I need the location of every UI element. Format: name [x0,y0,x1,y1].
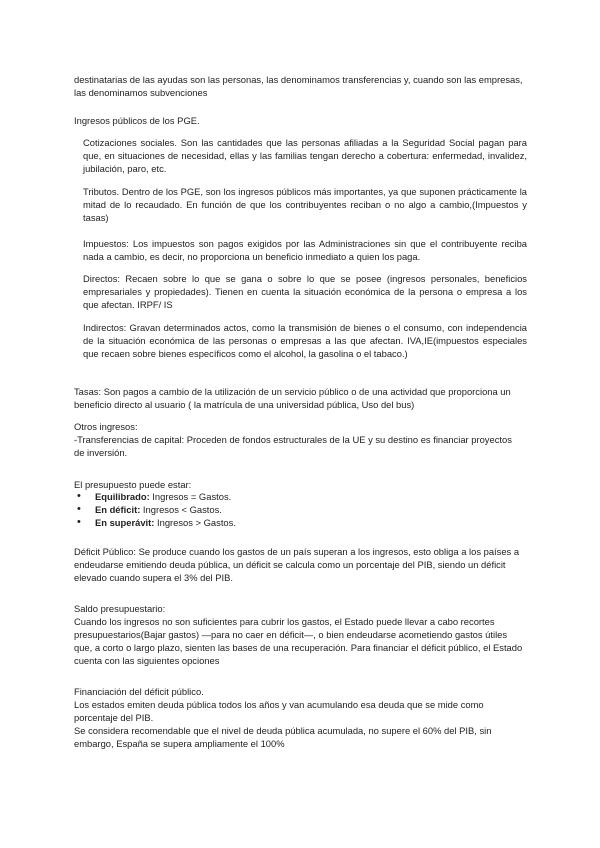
bullet-text: Ingresos < Gastos. [140,504,222,515]
bullet-text: Ingresos = Gastos. [149,491,232,502]
presupuesto-bullet-list [75,490,236,529]
bullet-item-superavit [75,516,236,529]
financiacion-paragraph-2: Se considera recomendable que el nivel de deuda pública acumulada, no supere el 60% del PIB, sin embargo, España se supera ampliamente el 100% [74,725,492,749]
bullet-item-deficit [75,503,236,516]
deficit-paragraph: Déficit Público: Se produce cuando los gastos de un país superan a los ingresos, esto obliga a los países a endeudarse emitiendo deuda pública, un déficit se calcula como un porcentaje del PIB, siendo un déficit elevado cuando supera el 3% del PIB. [74,546,520,583]
tasas-paragraph: Tasas: Son pagos a cambio de la utilización de un servicio público o de una actividad que proporciona un beneficio directo al usuario ( la matrícula de una universidad pública, Uso del bus) [74,386,511,410]
directos-paragraph: Directos: Recaen sobre lo que se gana o sobre lo que se posee (ingresos personales, beneficios empresariales y propiedades). Tienen en cuenta la situación económica de la persona o empresa a los que afectan. IRPF/ IS [83,273,527,310]
otros-ingresos-paragraph: -Transferencias de capital: Proceden de fondos estructurales de la UE y su destino es financiar proyectos de inversión. [74,434,512,458]
bullet-label: En déficit: [95,504,141,515]
tributos-paragraph: Tributos. Dentro de los PGE, son los ingresos públicos más importantes, ya que suponen prácticamente la mitad de lo recaudado. En función de que los contribuyentes reciban o no algo a cambio,(Impuestos y tasas) [83,186,527,223]
bullet-text: Ingresos > Gastos. [154,517,236,528]
saldo-paragraph: Cuando los ingresos no son suficientes para cubrir los gastos, el Estado puede llevar a cabo recortes presupuestarios(Bajar gastos) —para no caer en déficit—, o bien endeudarse acometiendo gastos útiles que, a corto o largo plazo, sienten las bases de una recuperación. Para financiar el déficit público, el Estado cuenta con las siguientes opciones [74,616,523,666]
ingresos-heading: Ingresos públicos de los PGE. [74,115,200,126]
indirectos-paragraph: Indirectos: Gravan determinados actos, como la transmisión de bienes o el consumo, con independencia de la situación económica de las personas o empresas a las que afectan. IVA,IE(impuestos especiales que recaen sobre bienes específicos como el alcohol, la gasolina o el tabaco.) [83,322,527,359]
bullet-label: En superávit: [95,517,155,528]
cotizaciones-paragraph: Cotizaciones sociales. Son las cantidades que las personas afiliadas a la Seguridad Social pagan para que, en situaciones de necesidad, ellas y las familias tengan derecho a cobertura: enfermedad, invalidez, jubilación, paro, etc. [83,137,527,174]
intro-paragraph: destinatarias de las ayudas son las personas, las denominamos transferencias y, cuando son las empresas, las denominamos subvenciones [74,74,523,98]
presupuesto-heading: El presupuesto puede estar: [74,479,192,490]
bullet-label: Equilibrado: [95,491,150,502]
financiacion-paragraph-1: Los estados emiten deuda pública todos los años y van acumulando esa deuda que se mide como porcentaje del PIB. [74,699,484,723]
saldo-heading: Saldo presupuestario: [74,603,166,614]
otros-ingresos-heading: Otros ingresos: [74,421,138,432]
impuestos-paragraph: Impuestos: Los impuestos son pagos exigidos por las Administraciones sin que el contribuyente reciba nada a cambio, es decir, no proporciona un beneficio inmediato a quien los paga. [83,238,527,262]
financiacion-heading: Financiación del déficit público. [74,686,204,697]
bullet-item-equilibrado [75,490,236,503]
